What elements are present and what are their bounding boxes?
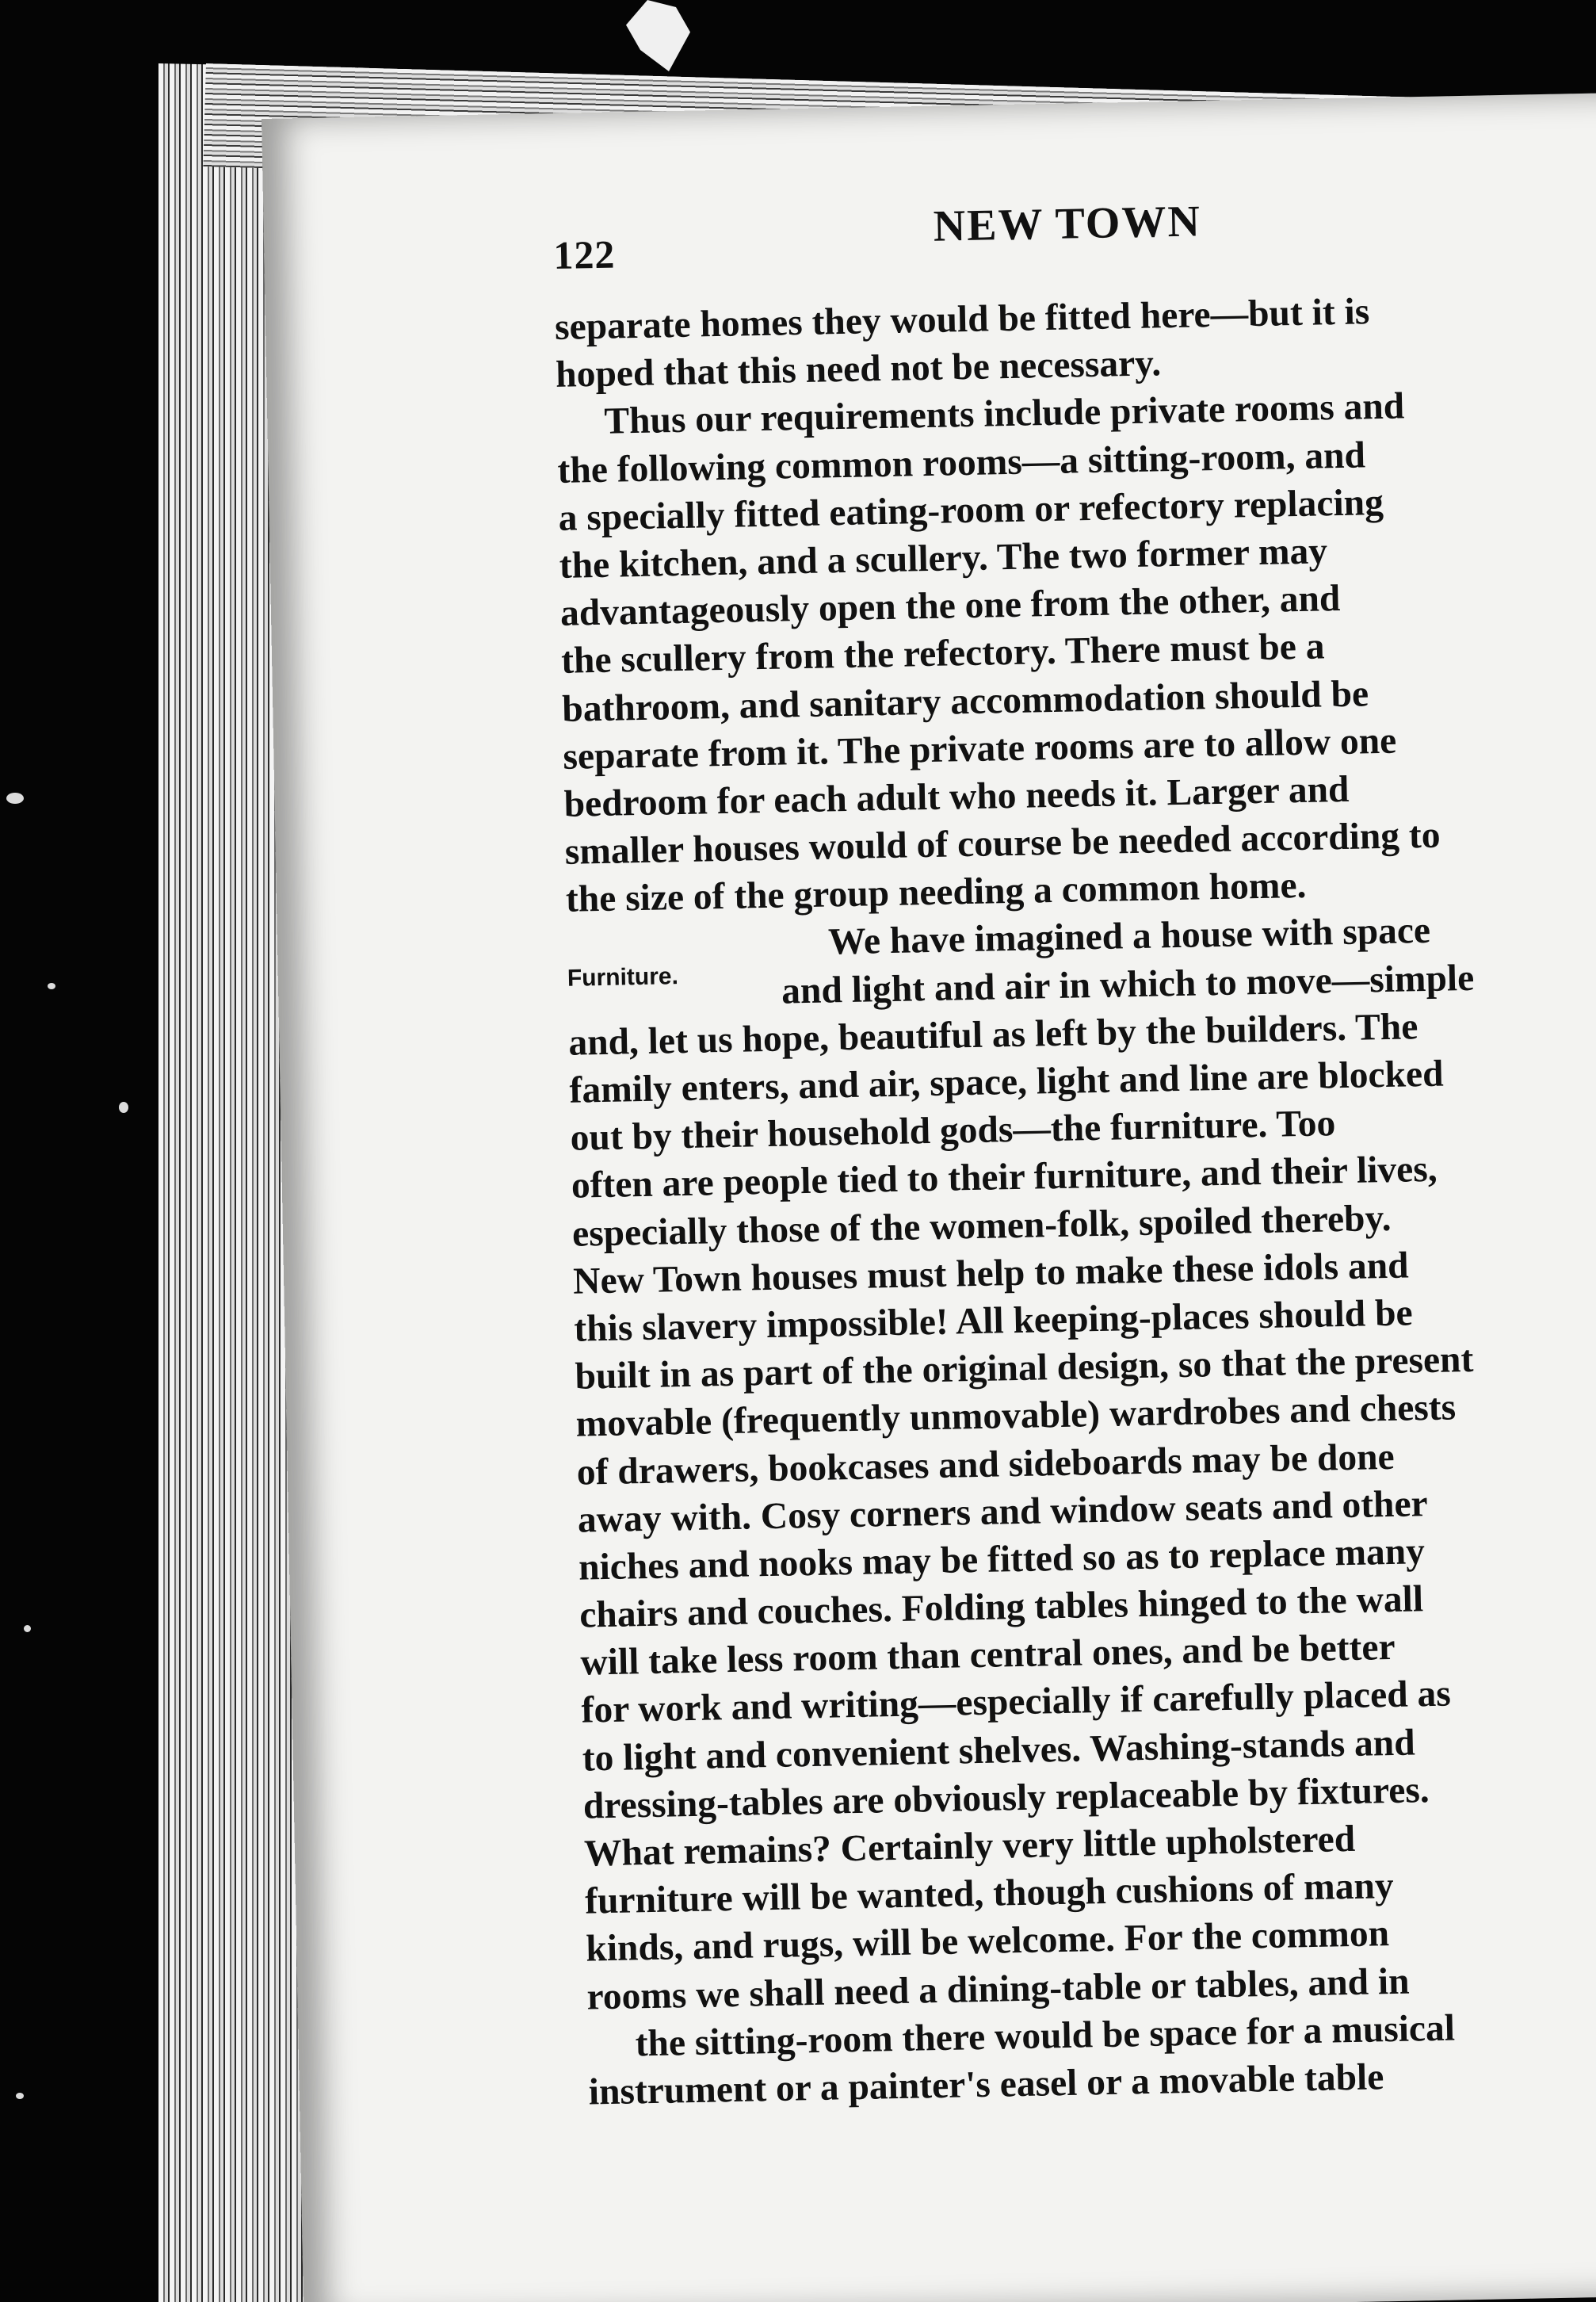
text-line: built in as part of the original design, so that the present xyxy=(575,1339,1474,1398)
text-line: to light and convenient shelves. Washing-stands and xyxy=(582,1722,1416,1780)
dust-speck xyxy=(24,1625,31,1632)
text-line: of drawers, bookcases and sideboards may be done xyxy=(576,1436,1396,1493)
text-line: furniture will be wanted, though cushions of many xyxy=(584,1865,1395,1922)
text-line: this slavery impossible! All keeping-places should be xyxy=(573,1292,1414,1350)
running-head-title: NEW TOWN xyxy=(933,197,1202,251)
text-line: Thus our requirements include private rooms and xyxy=(603,385,1405,443)
text-line: away with. Cosy corners and window seats and other xyxy=(577,1482,1429,1541)
text-line: smaller houses would of course be needed according to xyxy=(564,814,1441,873)
text-line: for work and writing—especially if carefully placed as xyxy=(581,1673,1452,1732)
text-line: and light and air in which to move—simple xyxy=(781,957,1475,1012)
text-line: the scullery from the refectory. There must be a xyxy=(560,625,1325,683)
text-line: and, let us hope, beautiful as left by the builders. The xyxy=(567,1006,1418,1064)
text-line: the following common rooms—a sitting-room, and xyxy=(557,434,1366,491)
text-line: New Town houses must help to make these idols and xyxy=(572,1245,1409,1302)
text-line: bedroom for each adult who needs it. Larger and xyxy=(563,768,1350,825)
text-line: We have imagined a house with space xyxy=(827,910,1431,963)
text-line: hoped that this need not be necessary. xyxy=(555,342,1162,396)
furniture-paragraph-start xyxy=(567,903,1596,1019)
text-line: bathroom, and sanitary accommodation should be xyxy=(561,672,1369,730)
page-number: 122 xyxy=(552,231,616,277)
dust-speck xyxy=(119,1102,128,1113)
running-head xyxy=(552,187,1596,279)
dust-speck xyxy=(48,983,55,989)
text-line: What remains? Certainly very little upholstered xyxy=(583,1818,1356,1875)
text-line: chairs and couches. Folding tables hinged to the wall xyxy=(578,1578,1424,1636)
text-line: movable (frequently unmovable) wardrobes and chests xyxy=(575,1386,1457,1445)
dust-speck xyxy=(16,2093,24,2099)
text-line: advantageously open the one from the other, and xyxy=(559,578,1341,634)
text-line: rooms we shall need a dining-table or tables, and in xyxy=(586,1960,1410,2018)
text-line: especially those of the women-folk, spoiled thereby. xyxy=(571,1197,1392,1255)
page-content xyxy=(552,187,1596,2116)
sidenote-furniture: Furniture. xyxy=(567,963,679,992)
text-line: out by their household gods—the furniture. Too xyxy=(570,1103,1336,1159)
text-line: often are people tied to their furniture, and their lives, xyxy=(571,1149,1438,1207)
text-line: the size of the group needing a common home. xyxy=(565,865,1307,921)
text-line: a specially fitted eating-room or refectory replacing xyxy=(558,481,1384,539)
text-line: the kitchen, and a scullery. The two former may xyxy=(559,530,1328,587)
text-line: kinds, and rugs, will be welcome. For the common xyxy=(585,1913,1390,1970)
text-line: separate homes they would be fitted here—but it is xyxy=(554,291,1370,348)
body-text xyxy=(555,282,1596,2116)
dust-speck xyxy=(6,793,24,804)
paper-clip-fragment xyxy=(626,0,697,71)
book-page xyxy=(262,93,1596,2302)
text-line: family enters, and air, space, light and line are blocked xyxy=(569,1053,1445,1111)
text-line: dressing-tables are obviously replaceable by fixtures. xyxy=(582,1769,1430,1827)
text-line: instrument or a painter's easel or a movable table xyxy=(588,2056,1384,2113)
text-line: separate from it. The private rooms are to allow one xyxy=(563,720,1397,778)
text-line: will take less room than central ones, and be better xyxy=(579,1627,1396,1684)
text-line: the sitting-room there would be space for a musical xyxy=(635,2007,1456,2065)
text-line: niches and nooks may be fitted so as to replace many xyxy=(578,1531,1426,1589)
